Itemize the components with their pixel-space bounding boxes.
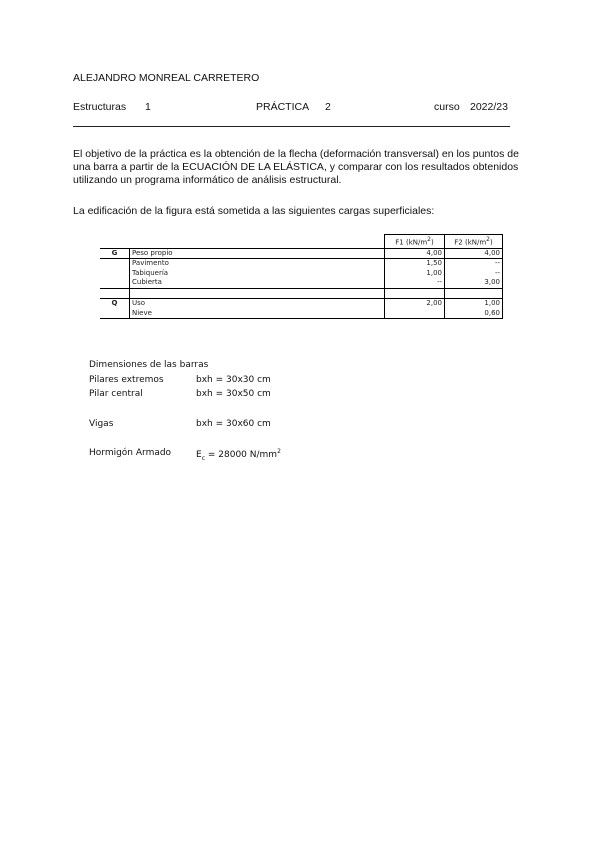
- row-f1: [385, 309, 445, 319]
- subject-label: Estructuras: [73, 101, 127, 113]
- course-label: curso: [434, 101, 460, 113]
- table-row: [100, 248, 503, 259]
- pilar-central-label: Pilar central: [89, 389, 143, 399]
- pilares-extremos-value: bxh = 30x30 cm: [196, 375, 271, 385]
- row-f1: 4,00: [385, 248, 445, 259]
- table-row: [100, 299, 503, 309]
- practice-label: PRÁCTICA: [256, 101, 310, 113]
- loads-table: [100, 234, 503, 319]
- vigas-label: Vigas: [89, 419, 114, 429]
- dimensions-title: Dimensiones de las barras: [89, 360, 209, 370]
- table-row: [100, 309, 503, 319]
- pilar-central-value: bxh = 30x50 cm: [196, 389, 271, 399]
- table-row: [100, 278, 503, 288]
- row-f2: 1,00: [445, 299, 503, 309]
- material-label: Hormigón Armado: [89, 448, 172, 458]
- row-name: Tabiquería: [132, 268, 169, 277]
- row-f1: 1,00: [385, 269, 445, 279]
- row-name: Peso propio: [130, 248, 385, 259]
- row-f1: 1,50: [385, 259, 445, 269]
- loads-intro: La edificación de la figura está sometida a las siguientes cargas superficiales:: [73, 205, 435, 217]
- table-spacer-row: [100, 288, 503, 299]
- header-divider: [73, 126, 510, 127]
- header-f2: F2 $(kN/m^2)$: [445, 235, 503, 249]
- elastic-modulus: $E_c = 28000$ $N/mm^2$: [196, 448, 281, 462]
- row-f2: 4,00: [445, 248, 503, 259]
- row-f2: --: [445, 259, 503, 269]
- group-g-label: G: [100, 248, 130, 259]
- intro-paragraph: El objetivo de la práctica es la obtención de la flecha (deformación transversal) en los puntos de una barra a partir de la ECUACIÓN DE LA ELÁSTICA, y comparar con los resultados obtenidos utilizando un programa informático de análisis estructural.: [73, 148, 519, 186]
- practice-number: 2: [325, 101, 331, 113]
- row-f2: 3,00: [445, 278, 503, 288]
- table-row: [100, 259, 503, 269]
- row-f1: --: [385, 278, 445, 288]
- row-name: Nieve: [130, 309, 385, 319]
- row-name: Cubierta: [132, 278, 162, 287]
- pilares-extremos-label: Pilares extremos: [89, 375, 164, 385]
- row-f2: 0,60: [445, 309, 503, 319]
- group-q-label: Q: [100, 299, 130, 309]
- row-f1: 2,00: [385, 299, 445, 309]
- subject-number: 1: [145, 101, 151, 113]
- row-name: Uso: [130, 299, 385, 309]
- header-f1: F1 $(kN/m^2)$: [385, 235, 445, 249]
- row-name: Pavimento: [132, 259, 169, 268]
- author-name: ALEJANDRO MONREAL CARRETERO: [73, 72, 260, 84]
- table-row: [100, 269, 503, 279]
- row-f2: --: [445, 269, 503, 279]
- table-header-row: [100, 235, 503, 249]
- course-year: 2022/23: [470, 101, 508, 113]
- vigas-value: bxh = 30x60 cm: [196, 419, 271, 429]
